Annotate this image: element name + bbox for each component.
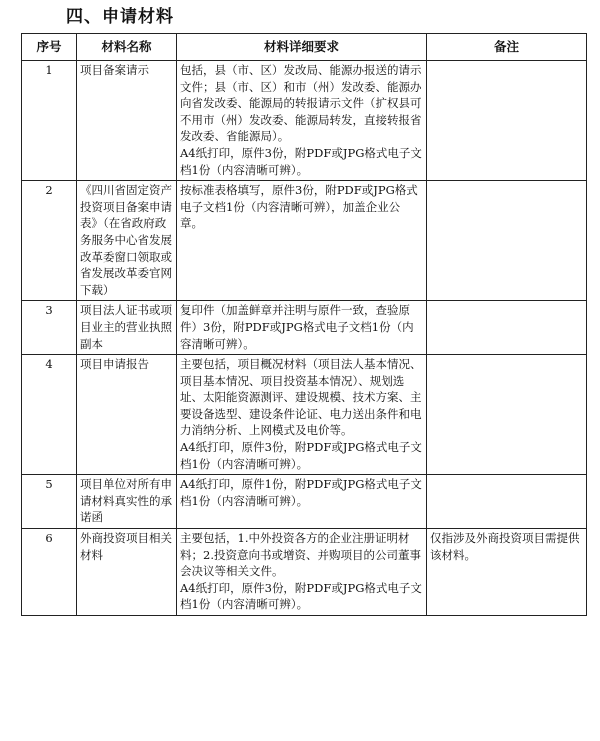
row-number: 6: [22, 529, 77, 616]
row-number: 3: [22, 301, 77, 355]
requirements-cell: [177, 301, 427, 355]
row-number: 4: [22, 355, 77, 475]
table-row: [22, 529, 587, 616]
requirements-cell: [177, 355, 427, 475]
requirement-text: 主要包括，项目概况材料（项目法人基本情况、项目基本情况、项目投资基本情况）、规划选址、太阳能资源测评、建设规模、技术方案、主要设备选型、建设条件论证、电力送出条件和电力消纳分析、上网模式及电价等。: [180, 357, 422, 438]
material-name: 项目备案请示: [77, 61, 177, 181]
table-row: [22, 475, 587, 529]
requirement-text: 包括，县（市、区）发改局、能源办报送的请示文件；县（市、区）和市（州）发改委、能源办向省发改委、能源局的转报请示文件（扩权县可不用市（州）发改委、能源局转发，直接转报省发改委、省能源局）。: [180, 63, 422, 144]
requirements-cell: [177, 181, 427, 301]
remarks-cell: [427, 475, 587, 529]
table-row: [22, 301, 587, 355]
requirement-text: 主要包括，1.中外投资各方的企业注册证明材料；2.投资意向书或增资、并购项目的公司董事会决议等相关文件。: [180, 531, 421, 579]
material-name: 项目法人证书或项目业主的营业执照副本: [77, 301, 177, 355]
header-no: 序号: [22, 34, 77, 61]
section-title: 四、申请材料: [66, 7, 174, 27]
remarks-cell: [427, 301, 587, 355]
requirement-text: A4纸打印，原件3份，附PDF或JPG格式电子文档1份（内容清晰可辨）。: [180, 145, 422, 177]
requirement-text: A4纸打印，原件3份，附PDF或JPG格式电子文档1份（内容清晰可辨）。: [180, 580, 422, 612]
row-number: 5: [22, 475, 77, 529]
row-number: 2: [22, 181, 77, 301]
material-name: 《四川省固定资产投资项目备案申请表》（在省政府政务服务中心省发展改革委窗口领取或省发展改革委官网下载）: [77, 181, 177, 301]
requirements-table: [21, 33, 587, 616]
header-requirements: 材料详细要求: [177, 34, 427, 61]
requirement-text: 复印件（加盖鲜章并注明与原件一致，查验原件）3份，附PDF或JPG格式电子文档1份（内容清晰可辨）。: [180, 303, 414, 351]
header-material-name: 材料名称: [77, 34, 177, 61]
remarks-cell: [427, 181, 587, 301]
table-header-row: [22, 34, 587, 61]
material-name: 项目单位对所有申请材料真实性的承诺函: [77, 475, 177, 529]
material-name: 项目申请报告: [77, 355, 177, 475]
table-row: [22, 355, 587, 475]
requirements-cell: [177, 529, 427, 616]
material-name: 外商投资项目相关材料: [77, 529, 177, 616]
table-row: [22, 181, 587, 301]
remarks-cell: [427, 355, 587, 475]
requirement-text: A4纸打印，原件1份，附PDF或JPG格式电子文档1份（内容清晰可辨）。: [180, 477, 422, 508]
remarks-cell: [427, 61, 587, 181]
table-row: [22, 61, 587, 181]
header-remarks: 备注: [427, 34, 587, 61]
requirements-cell: [177, 475, 427, 529]
row-number: 1: [22, 61, 77, 181]
requirements-cell: [177, 61, 427, 181]
requirement-text: 按标准表格填写，原件3份，附PDF或JPG格式电子文档1份（内容清晰可辨），加盖企业公章。: [180, 183, 418, 231]
requirement-text: A4纸打印，原件3份，附PDF或JPG格式电子文档1份（内容清晰可辨）。: [180, 440, 422, 471]
remarks-cell: 仅指涉及外商投资项目需提供该材料。: [427, 529, 587, 616]
